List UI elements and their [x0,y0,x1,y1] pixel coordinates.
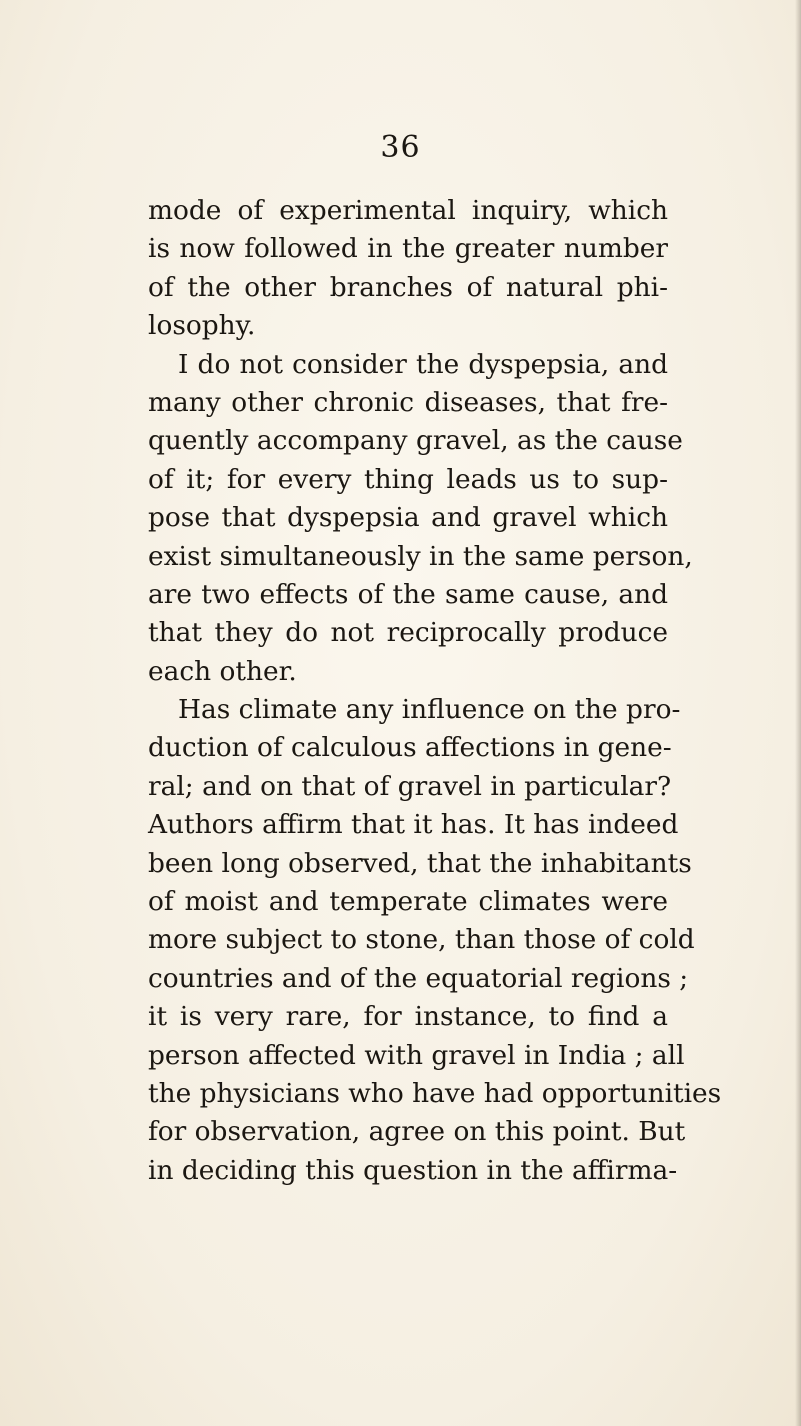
text-line: Has climate any influence on the pro- [178,694,681,726]
text-line: losophy. [148,310,256,342]
text-line: is now followed in the greater number [148,233,668,265]
text-line: the physicians who have had opportunities [148,1077,722,1109]
text-line: person affected with gravel in India ; all [148,1039,685,1071]
text-line: many other chronic diseases, that fre- [148,386,668,418]
text-line: countries and of the equatorial regions ; [148,962,689,994]
text-line: duction of calculous affections in gene- [148,732,672,764]
text-line: mode of experimental inquiry, which [148,195,668,226]
text-line: of the other branches of natural phi- [148,271,668,303]
page-number: 36 [380,130,421,165]
text-line: it is very rare, for instance, to find a [148,1001,668,1033]
text-line: been long observed, that the inhabitants [148,847,692,879]
text-line: for observation, agree on this point. But [148,1116,686,1148]
text-line: of it; for every thing leads us to sup- [148,463,668,495]
text-line: quently accompany gravel, as the cause [148,425,683,457]
text-line: Authors affirm that it has. It has indeed [148,809,679,841]
page-edge-shadow [795,0,801,1426]
text-line: more subject to stone, than those of cold [148,924,695,956]
text-line: each other. [148,655,297,687]
body-text [148,192,722,1190]
text-line: pose that dyspepsia and gravel which [148,502,668,534]
text-line: exist simultaneously in the same person, [148,540,693,572]
text-line: are two effects of the same cause, and [148,578,668,610]
text-line: of moist and temperate climates were [148,886,668,918]
text-line: ral; and on that of gravel in particular? [148,770,672,802]
text-line: that they do not reciprocally produce [148,617,668,649]
text-line: I do not consider the dyspepsia, and [178,348,668,380]
text-line: in deciding this question in the affirma- [148,1154,678,1186]
